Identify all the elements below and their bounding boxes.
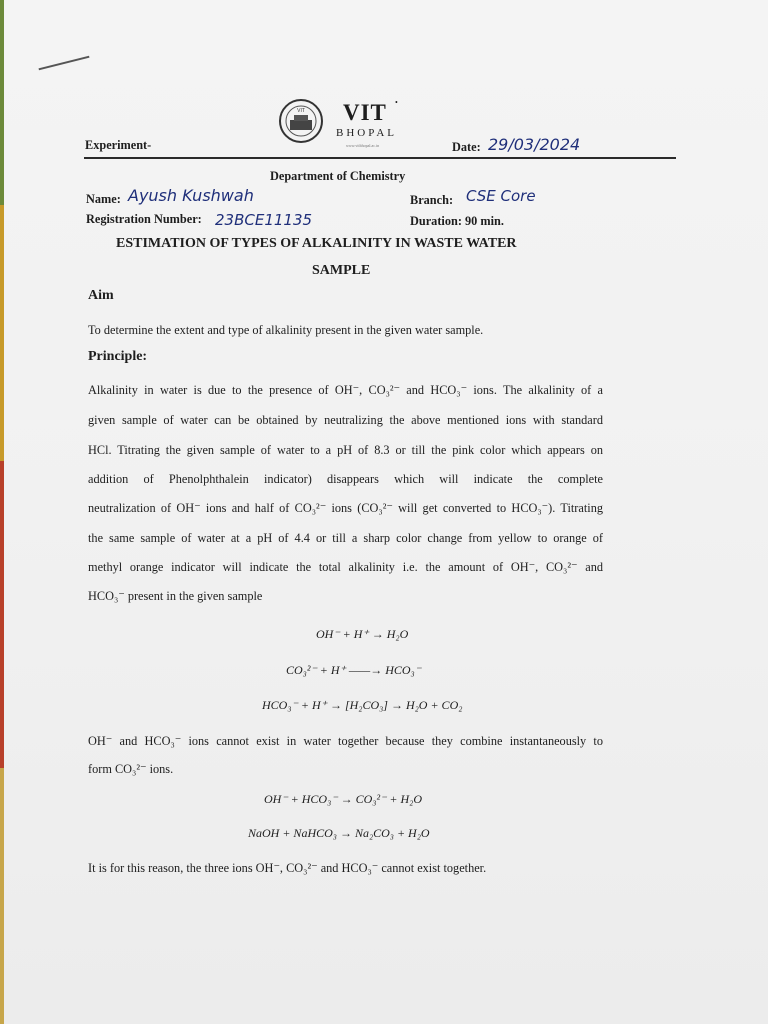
principle-line: given sample of water can be obtained by neutralizing the above mentioned ions with standard (88, 413, 603, 427)
equation: OH⁻ + H⁺ → H₂O (316, 627, 409, 641)
name-value: Ayush Kushwah (128, 186, 254, 205)
institute-name: VIT (343, 100, 387, 125)
department-title: Department of Chemistry (270, 169, 406, 183)
trademark-dot: • (395, 98, 398, 107)
principle-line: the same sample of water at a pH of 4.4 or till a sharp color change from yellow to orange of (88, 531, 603, 545)
date-value: 29/03/2024 (488, 135, 581, 154)
campus-name: BHOPAL (336, 127, 397, 139)
vit-logo-icon (277, 98, 325, 144)
principle-line: Alkalinity in water is due to the presence of OH⁻, CO₃²⁻ and HCO₃⁻ ions. The alkalinity of a (88, 383, 603, 397)
duration-label: Duration: 90 min. (410, 214, 504, 228)
coexist-line: form CO₃²⁻ ions. (88, 762, 174, 776)
aim-heading: Aim (88, 288, 114, 303)
principle-line: addition of Phenolphthalein indicator) disappears which will indicate the complete (88, 472, 603, 486)
equation: NaOH + NaHCO₃ → Na₂CO₃ + H₂O (248, 826, 430, 840)
experiment-label: Experiment- (85, 138, 152, 152)
name-label: Name: (86, 192, 121, 206)
equation: OH⁻ + HCO₃⁻ → CO₃²⁻ + H₂O (264, 792, 422, 806)
experiment-title-line1: ESTIMATION OF TYPES OF ALKALINITY IN WASTE WATER (116, 236, 517, 251)
aim-text: To determine the extent and type of alkalinity present in the given water sample. (88, 323, 484, 337)
closing-text: It is for this reason, the three ions OH⁻, CO₃²⁻ and HCO₃⁻ cannot exist together. (88, 861, 487, 875)
branch-label: Branch: (410, 193, 454, 207)
principle-line: methyl orange indicator will indicate the total alkalinity i.e. the amount of OH⁻, CO₃²⁻ and (88, 560, 603, 574)
principle-heading: Principle: (88, 349, 148, 364)
equation: HCO₃⁻ + H⁺ → [H₂CO₃] → H₂O + CO₂ (262, 698, 463, 712)
principle-line: neutralization of OH⁻ ions and half of CO₃²⁻ ions (CO₃²⁻ will get converted to HCO₃⁻). Titrating (88, 501, 603, 515)
date-label: Date: (452, 140, 481, 154)
institute-url: www.vitbhopal.ac.in (346, 143, 380, 148)
coexist-line: OH⁻ and HCO₃⁻ ions cannot exist in water together because they combine instantaneously to (88, 734, 603, 748)
svg-text:VIT: VIT (297, 108, 305, 114)
registration-value: 23BCE11135 (215, 211, 313, 229)
principle-line: HCl. Titrating the given sample of water to a pH of 8.3 or till the pink color which appears on (88, 443, 603, 457)
header-rule (84, 157, 676, 159)
registration-label: Registration Number: (86, 212, 202, 226)
principle-line: HCO₃⁻ present in the given sample (88, 589, 263, 603)
branch-value: CSE Core (466, 187, 536, 205)
experiment-title-line2: SAMPLE (312, 263, 371, 278)
equation: CO₃²⁻ + H⁺ ——→ HCO₃⁻ (286, 663, 422, 677)
